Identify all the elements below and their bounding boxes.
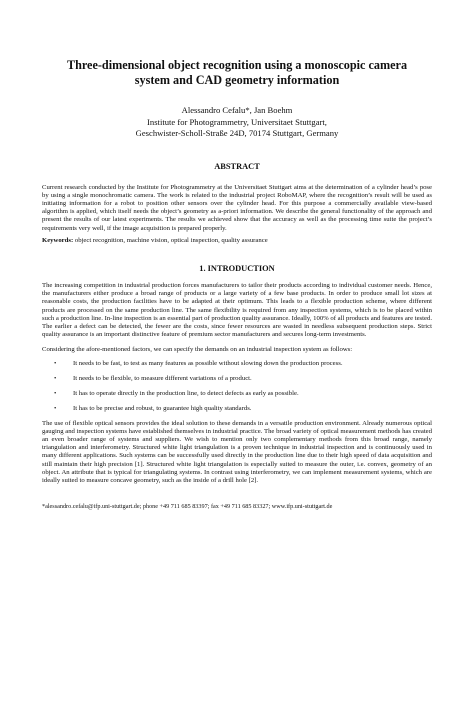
introduction-heading: 1. INTRODUCTION xyxy=(199,263,275,273)
authors: Alessandro Cefalu*, Jan Boehm xyxy=(181,105,293,115)
introduction-paragraph-2: Considering the afore-mentioned factors, we can specify the demands on an industrial inspection system as follows: xyxy=(42,346,353,354)
list-item xyxy=(42,375,432,383)
requirements-list xyxy=(42,360,432,413)
bullet-icon: • xyxy=(54,404,57,412)
list-item-text: It needs to be fast, to test as many features as possible without slowing down the production process. xyxy=(73,359,343,367)
bullet-icon: • xyxy=(54,389,57,397)
list-item-text: It has to be precise and robust, to guarantee high quality standards. xyxy=(73,404,252,412)
title-line-2: system and CAD geometry information xyxy=(134,73,340,87)
paper-title xyxy=(42,58,432,88)
list-item xyxy=(42,390,432,398)
author-block xyxy=(42,105,432,140)
keywords-label: Keywords: xyxy=(42,236,74,244)
affiliation-line-1: Institute for Photogrammetry, Universitaet Stuttgart, xyxy=(147,116,327,127)
list-item-text: It has to operate directly in the production line, to detect defects as early as possible. xyxy=(73,389,299,397)
list-item xyxy=(42,360,432,368)
abstract-text: Current research conducted by the Institute for Photogrammetry at the Universitaet Stuttgart aims at the determination of a cylinder head’s pose by using a single monochromatic camera. The work is related to the industrial project RoboMAP, where the recognition’s result will be used as initiating information for a robot to position other sensors over the cylinder head. For this purpose a commercially available view-based algorithm is applied, which itself needs the object’s geometry as a-priori information. We describe the general functionality of the approach and present the results of our latest experiments. The results we achieved show that the accuracy as well as the processing time suite the project’s requirements very well, if the image acquisition is prepared properly. xyxy=(42,183,432,232)
list-item xyxy=(42,405,432,413)
bullet-icon: • xyxy=(54,374,57,382)
list-item-text: It needs to be flexible, to measure different variations of a product. xyxy=(73,374,252,382)
introduction-paragraph-1: The increasing competition in industrial production forces manufacturers to tailor their products according to individual customer needs. Hence, the manufacturers either produce a broad range of products or a large variety of a few base products. In order to produce small lot sizes at reasonable costs, the production facilities have to be adapted at their optimum. This leads to a flexible production scheme, where different products are processed on the same production line. The same flexibility is required from any inspection systems, which is to be placed within such a production line. In-line inspection is an essential part of production quality assurance. Ideally, 100% of all products and features are tested. The earlier a defect can be detected, the fewer are the costs, since fewer resources are wasted in needless subsequent production steps. Strict quality assurance is an important distinctive feature of premium sector manufacturers and secures long-term investments. xyxy=(42,281,432,339)
bullet-icon: • xyxy=(54,359,57,367)
abstract-heading: ABSTRACT xyxy=(214,161,260,171)
title-line-1: Three-dimensional object recognition using a monoscopic camera xyxy=(66,58,408,72)
footnote: *alessandro.cefalu@ifp.uni-stuttgart.de; phone +49 711 685 83397; fax +49 711 685 83327; www.ifp.uni-stuttgart.de xyxy=(42,503,333,511)
introduction-paragraph-3: The use of flexible optical sensors provides the ideal solution to these demands in a versatile production environment. Already numerous optical gauging and inspection systems have established themselves in industrial practice. The broad variety of optical measurement methods has created an even broader range of systems and suppliers. We wish to mention only two complementary methods from this broad range, namely triangulation and interferometry. Structured white light triangulation is a proven technique in industrial inspection and is continuously used in many different applications. Such systems can be successfully used directly in the production line due to their high speed of data acquisition and still maintain their high precision [1]. Structured white light triangulation is especially suited to measure the outer, i.e. convex, geometry of an object. An attribute that is typical for triangulating systems. In contrast using interferometry, we can implement measurement systems, which are ideally suited to measure concave geometry, such as the inside of a drill hole [2]. xyxy=(42,419,432,484)
keywords xyxy=(42,237,432,245)
paper-page xyxy=(0,58,474,728)
affiliation-line-2: Geschwister-Scholl-Straße 24D, 70174 Stuttgart, Germany xyxy=(135,128,339,138)
keywords-text: object recognition, machine vision, optical inspection, quality assurance xyxy=(74,236,268,244)
